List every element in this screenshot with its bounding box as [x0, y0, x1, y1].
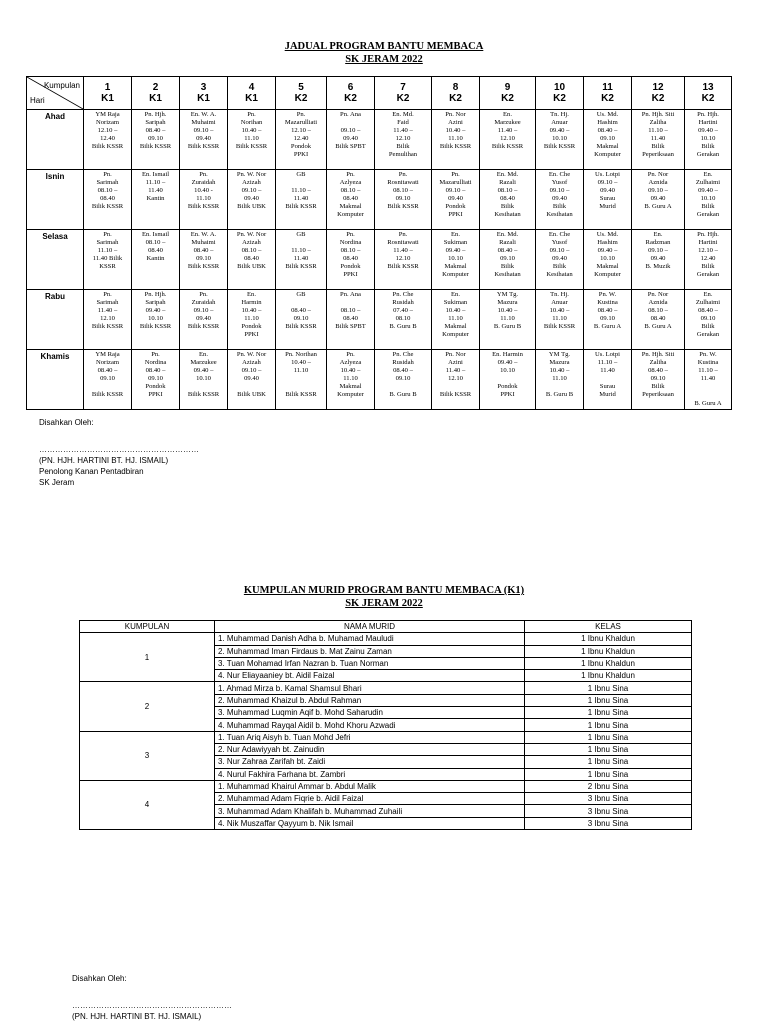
group-level: K2: [701, 93, 715, 104]
day-label: Selasa: [27, 230, 84, 290]
group-number: 8: [452, 82, 459, 93]
group-number-cell: 4: [80, 780, 215, 829]
schedule-cell: YM Raja Norizam 12.10 – 12.40 Bilik KSSR: [84, 110, 132, 170]
schedule-cell: GB 11.10 – 11.40 Bilik KSSR: [276, 170, 327, 230]
schedule-cell: Us. Md. Hashim 09.40 – 10.10 Makmal Komputer: [584, 230, 632, 290]
student-class: 1 Ibnu Sina: [525, 719, 692, 731]
schedule-row-rabu: [27, 290, 732, 350]
student-class: 3 Ibnu Sina: [525, 805, 692, 817]
students-body: [80, 633, 692, 830]
group-header-1: [84, 77, 132, 110]
schedule-header-row: [27, 77, 732, 110]
group-level: K2: [449, 93, 462, 104]
schedule-cell: Pn. Zuraidah 10.40 - 11.10 Bilik KSSR: [180, 170, 228, 230]
student-class: 1 Ibnu Sina: [525, 743, 692, 755]
student-class: 1 Ibnu Sina: [525, 768, 692, 780]
group-number: 9: [504, 82, 511, 93]
group-level: K2: [553, 93, 566, 104]
schedule-cell: Pn. W. Kustina 08.40 – 09.10 B. Guru A: [584, 290, 632, 350]
schedule-cell: En. Sukiman 09.40 – 10.10 Makmal Komputer: [432, 230, 480, 290]
student-name: 2. Muhammad Iman Firdaus b. Mat Zainu Zaman: [215, 645, 525, 657]
group-header-10: [536, 77, 584, 110]
signature-details-2: [72, 1000, 232, 1022]
schedule-cell: GB 08.40 – 09.10 Bilik KSSR: [276, 290, 327, 350]
group-header-6: [327, 77, 375, 110]
student-name: 3. Muhammad Adam Khalifah b. Muhammad Zuhaili: [215, 805, 525, 817]
schedule-cell: En. Harmin 10.40 – 11.10 Pondok PPKI: [228, 290, 276, 350]
group-header-5: [276, 77, 327, 110]
schedule-cell: En. W. A. Muhaimi 08.40 – 09.10 Bilik KSSR: [180, 230, 228, 290]
header-nama-murid: NAMA MURID: [215, 621, 525, 633]
group-header-2: [132, 77, 180, 110]
schedule-cell: Pn. Sarimah 08.10 – 08.40 Bilik KSSR: [84, 170, 132, 230]
group-number: 6: [347, 82, 354, 93]
student-class: 1 Ibnu Sina: [525, 756, 692, 768]
schedule-cell: Pn. Nor Aznida 08.10 – 08.40 B. Guru A: [632, 290, 685, 350]
group-level: K2: [601, 93, 614, 104]
schedule-cell: En. Che Yusof 09.10 – 09.40 Bilik Kesihatan: [536, 230, 584, 290]
group-number: 3: [200, 82, 207, 93]
schedule-cell: Pn. Mazarulliati 09.10 – 09.40 Pondok PPKI: [432, 170, 480, 230]
student-class: 3 Ibnu Sina: [525, 817, 692, 829]
schedule-cell: Pn. Che Rusidah 08.40 – 09.10 B. Guru B: [375, 350, 432, 410]
student-row: [80, 731, 692, 743]
schedule-cell: Pn. Azlyeza 08.10 – 08.40 Makmal Komputer: [327, 170, 375, 230]
schedule-cell: En. Ismail 08.10 – 08.40 Kantin: [132, 230, 180, 290]
group-number: 4: [248, 82, 255, 93]
schedule-cell: Pn. Norihan 10.40 – 11.10 Bilik KSSR: [276, 350, 327, 410]
signature-label-2: Disahkan Oleh:: [72, 974, 127, 983]
day-label: Rabu: [27, 290, 84, 350]
schedule-cell: GB 11.10 – 11.40 Bilik KSSR: [276, 230, 327, 290]
schedule-corner-cell: [27, 77, 84, 110]
group-header-11: [584, 77, 632, 110]
schedule-cell: En. W. A. Muhaimi 09.10 – 09.40 Bilik KSSR: [180, 110, 228, 170]
schedule-cell: Pn. Nor Azini 11.40 – 12.10 Bilik KSSR: [432, 350, 480, 410]
schedule-cell: Pn. Nordina 08.40 – 09.10 Pondok PPKI: [132, 350, 180, 410]
schedule-cell: YM Tg. Mazura 10.40 – 11.10 B. Guru B: [536, 350, 584, 410]
group-level: K2: [344, 93, 357, 104]
schedule-cell: Pn. W. Nor Azizah 09.10 – 09.40 Bilik UBK: [228, 350, 276, 410]
schedule-cell: En. Md. Faid 11.40 – 12.10 Bilik Pemulihan: [375, 110, 432, 170]
group-header-3: [180, 77, 228, 110]
student-row: [80, 633, 692, 645]
schedule-cell: En. Marzukee 09.40 – 10.10 Bilik KSSR: [180, 350, 228, 410]
corner-hari-label: Hari: [30, 96, 45, 105]
header-kumpulan: KUMPULAN: [80, 621, 215, 633]
signature-dots: ……………………………………………………: [39, 445, 199, 454]
schedule-cell: Us. Lotpi 11.10 – 11.40 Surau Murid: [584, 350, 632, 410]
corner-kumpulan-label: Kumpulan: [43, 81, 80, 90]
signature-school: SK Jeram: [39, 478, 75, 487]
signature-block-1: [39, 417, 94, 428]
group-header-13: [685, 77, 732, 110]
students-title: [0, 584, 768, 610]
student-class: 1 Ibnu Khaldun: [525, 633, 692, 645]
schedule-cell: En. Ismail 11.10 – 11.40 Kantin: [132, 170, 180, 230]
schedule-cell: Pn. Azlyeza 10.40 – 11.10 Makmal Komputer: [327, 350, 375, 410]
schedule-cell: Pn. Hjh. Hartini 12.10 – 12.40 Bilik Gerakan: [685, 230, 732, 290]
student-name: 1. Muhammad Khairul Ammar b. Abdul Malik: [215, 780, 525, 792]
group-number-cell: 1: [80, 633, 215, 682]
group-level: K2: [396, 93, 410, 104]
schedule-cell: YM Tg. Mazura 10.40 – 11.10 B. Guru B: [480, 290, 536, 350]
student-name: 4. Nik Muszaffar Qayyum b. Nik Ismail: [215, 817, 525, 829]
schedule-cell: YM Raja Norizam 08.40 – 09.10 Bilik KSSR: [84, 350, 132, 410]
students-title-line1: KUMPULAN MURID PROGRAM BANTU MEMBACA (K1): [243, 585, 525, 596]
schedule-cell: Pn. Rosnitawati 11.40 – 12.10 Bilik KSSR: [375, 230, 432, 290]
schedule-cell: En. Md. Razali 08.40 – 09.10 Bilik Kesihatan: [480, 230, 536, 290]
schedule-cell: Us. Lotpi 09.10 – 09.40 Surau Murid: [584, 170, 632, 230]
student-class: 2 Ibnu Sina: [525, 780, 692, 792]
student-name: 2. Muhammad Khaizul b. Abdul Rahman: [215, 694, 525, 706]
schedule-cell: Pn. W. Nor Azizah 08.10 – 08.40 Bilik UBK: [228, 230, 276, 290]
schedule-cell: En. Radzman 09.10 – 09.40 B. Muzik: [632, 230, 685, 290]
schedule-cell: En. Zulhaimi 08.40 – 09.10 Bilik Gerakan: [685, 290, 732, 350]
students-header-row: [80, 621, 692, 633]
schedule-cell: En. Zulhaimi 09.40 – 10.10 Bilik Gerakan: [685, 170, 732, 230]
schedule-cell: Tn. Hj. Anuar 10.40 – 11.10 Bilik KSSR: [536, 290, 584, 350]
student-name: 4. Muhammad Rayqal Aidil b. Mohd Khoru Azwadi: [215, 719, 525, 731]
schedule-cell: Pn. Che Rusidah 07.40 – 08.10 B. Guru B: [375, 290, 432, 350]
student-class: 1 Ibnu Sina: [525, 707, 692, 719]
schedule-cell: En. Che Yusof 09.10 – 09.40 Bilik Kesihatan: [536, 170, 584, 230]
schedule-cell: Pn. Ana 08.10 – 08.40 Bilik SPBT: [327, 290, 375, 350]
student-class: 1 Ibnu Khaldun: [525, 670, 692, 682]
signature-dots-2: ……………………………………………………: [72, 1001, 232, 1010]
day-label: Khamis: [27, 350, 84, 410]
group-level: K1: [101, 93, 114, 104]
group-header-9: [480, 77, 536, 110]
schedule-cell: Pn. Mazarulliati 12.10 – 12.40 Pondok PPKI: [276, 110, 327, 170]
group-header-12: [632, 77, 685, 110]
schedule-cell: Pn. Hjh. Saripah 09.40 – 10.10 Bilik KSSR: [132, 290, 180, 350]
schedule-table: [26, 76, 732, 410]
schedule-cell: Pn. Sarimah 11.10 – 11.40 Bilik KSSR: [84, 230, 132, 290]
group-number: 13: [702, 82, 714, 93]
group-number: 10: [553, 82, 566, 93]
group-number: 5: [298, 82, 304, 93]
group-number: 12: [652, 82, 664, 93]
schedule-cell: Pn. Zuraidah 09.10 – 09.40 Bilik KSSR: [180, 290, 228, 350]
student-class: 1 Ibnu Sina: [525, 682, 692, 694]
schedule-cell: Pn. Hjh. Saripah 08.40 – 09.10 Bilik KSSR: [132, 110, 180, 170]
student-row: [80, 682, 692, 694]
student-name: 3. Tuan Mohamad Irfan Nazran b. Tuan Norman: [215, 657, 525, 669]
student-name: 1. Tuan Ariq Aisyh b. Tuan Mohd Jefri: [215, 731, 525, 743]
signature-block-2: [72, 973, 127, 984]
group-header-4: [228, 77, 276, 110]
student-name: 4. Nurul Fakhira Farhana bt. Zambri: [215, 768, 525, 780]
schedule-cell: Pn. Ana 09.10 – 09.40 Bilik SPBT: [327, 110, 375, 170]
schedule-title-line2: SK JERAM 2022: [345, 54, 423, 65]
schedule-body: [27, 110, 732, 410]
header-kelas: KELAS: [525, 621, 692, 633]
schedule-cell: Pn. Norihan 10.40 – 11.10 Bilik KSSR: [228, 110, 276, 170]
schedule-cell: Pn. Nordina 08.10 – 08.40 Pondok PPKI: [327, 230, 375, 290]
schedule-cell: En. Marzukee 11.40 – 12.10 Bilik KSSR: [480, 110, 536, 170]
students-table: [79, 620, 692, 830]
schedule-cell: Pn. Hjh. Siti Zaliha 08.40 – 09.10 Bilik Peperiksaan: [632, 350, 685, 410]
group-header-7: [375, 77, 432, 110]
student-name: 1. Muhammad Danish Adha b. Muhamad Mauludi: [215, 633, 525, 645]
schedule-cell: Pn. W. Nor Azizah 09.10 – 09.40 Bilik UBK: [228, 170, 276, 230]
schedule-row-selasa: [27, 230, 732, 290]
signature-label: Disahkan Oleh:: [39, 418, 94, 427]
student-name: 2. Nur Adawiyyah bt. Zainudin: [215, 743, 525, 755]
student-row: [80, 780, 692, 792]
group-header-8: [432, 77, 480, 110]
schedule-cell: Pn. Hjh. Hartini 09.40 – 10.10 Bilik Gerakan: [685, 110, 732, 170]
group-number: 7: [400, 82, 406, 93]
group-level: K1: [197, 93, 210, 104]
schedule-cell: Pn. Nor Azini 10.40 – 11.10 Bilik KSSR: [432, 110, 480, 170]
group-number-cell: 3: [80, 731, 215, 780]
schedule-cell: Pn. Rosnitawati 08.10 – 09.10 Bilik KSSR: [375, 170, 432, 230]
schedule-cell: En. Harmin 09.40 – 10.10 Pondok PPKI: [480, 350, 536, 410]
schedule-row-ahad: [27, 110, 732, 170]
group-number: 11: [602, 82, 613, 93]
schedule-cell: En. Md. Razali 08.10 – 08.40 Bilik Kesihatan: [480, 170, 536, 230]
student-class: 3 Ibnu Sina: [525, 793, 692, 805]
signature-name-2: (PN. HJH. HARTINI BT. HJ. ISMAIL): [72, 1012, 202, 1021]
student-name: 1. Ahmad Mirza b. Kamal Shamsul Bhari: [215, 682, 525, 694]
schedule-title: [0, 40, 768, 66]
schedule-title-line1: JADUAL PROGRAM BANTU MEMBACA: [284, 41, 484, 52]
group-number: 1: [104, 82, 111, 93]
schedule-cell: Pn. W. Kustina 11.10 – 11.40 B. Guru A: [685, 350, 732, 410]
student-class: 1 Ibnu Khaldun: [525, 645, 692, 657]
group-level: K2: [501, 93, 514, 104]
schedule-cell: Pn. Hjh. Siti Zaliha 11.10 – 11.40 Bilik Peperiksaan: [632, 110, 685, 170]
signature-position: Penolong Kanan Pentadbiran: [39, 467, 144, 476]
schedule-cell: Pn. Sarimah 11.40 – 12.10 Bilik KSSR: [84, 290, 132, 350]
schedule-cell: Tn. Hj. Anuar 09.40 – 10.10 Bilik KSSR: [536, 110, 584, 170]
student-name: 3. Nur Zahraa Zarifah bt. Zaidi: [215, 756, 525, 768]
schedule-cell: Us. Md. Hashim 08.40 – 09.10 Makmal Komputer: [584, 110, 632, 170]
day-label: Ahad: [27, 110, 84, 170]
schedule-cell: Pn. Nor Aznida 09.10 – 09.40 B. Guru A: [632, 170, 685, 230]
student-name: 2. Muhammad Adam Fiqrie b. Aidil Faizal: [215, 793, 525, 805]
schedule-row-isnin: [27, 170, 732, 230]
group-level: K1: [149, 93, 162, 104]
signature-name: (PN. HJH. HARTINI BT. HJ. ISMAIL): [39, 456, 169, 465]
signature-details-1: [39, 444, 199, 488]
group-number: 2: [152, 82, 159, 93]
group-level: K2: [294, 93, 308, 104]
group-level: K1: [245, 93, 258, 104]
students-title-line2: SK JERAM 2022: [345, 598, 423, 609]
student-name: 4. Nur Eliayaaniey bt. Aidil Faizal: [215, 670, 525, 682]
student-class: 1 Ibnu Khaldun: [525, 657, 692, 669]
student-class: 1 Ibnu Sina: [525, 694, 692, 706]
schedule-cell: En. Sukiman 10.40 – 11.10 Makmal Komputer: [432, 290, 480, 350]
schedule-row-khamis: [27, 350, 732, 410]
student-name: 3. Muhammad Luqmin Aqif b. Mohd Saharudin: [215, 707, 525, 719]
group-level: K2: [651, 93, 665, 104]
day-label: Isnin: [27, 170, 84, 230]
group-number-cell: 2: [80, 682, 215, 731]
student-class: 1 Ibnu Sina: [525, 731, 692, 743]
